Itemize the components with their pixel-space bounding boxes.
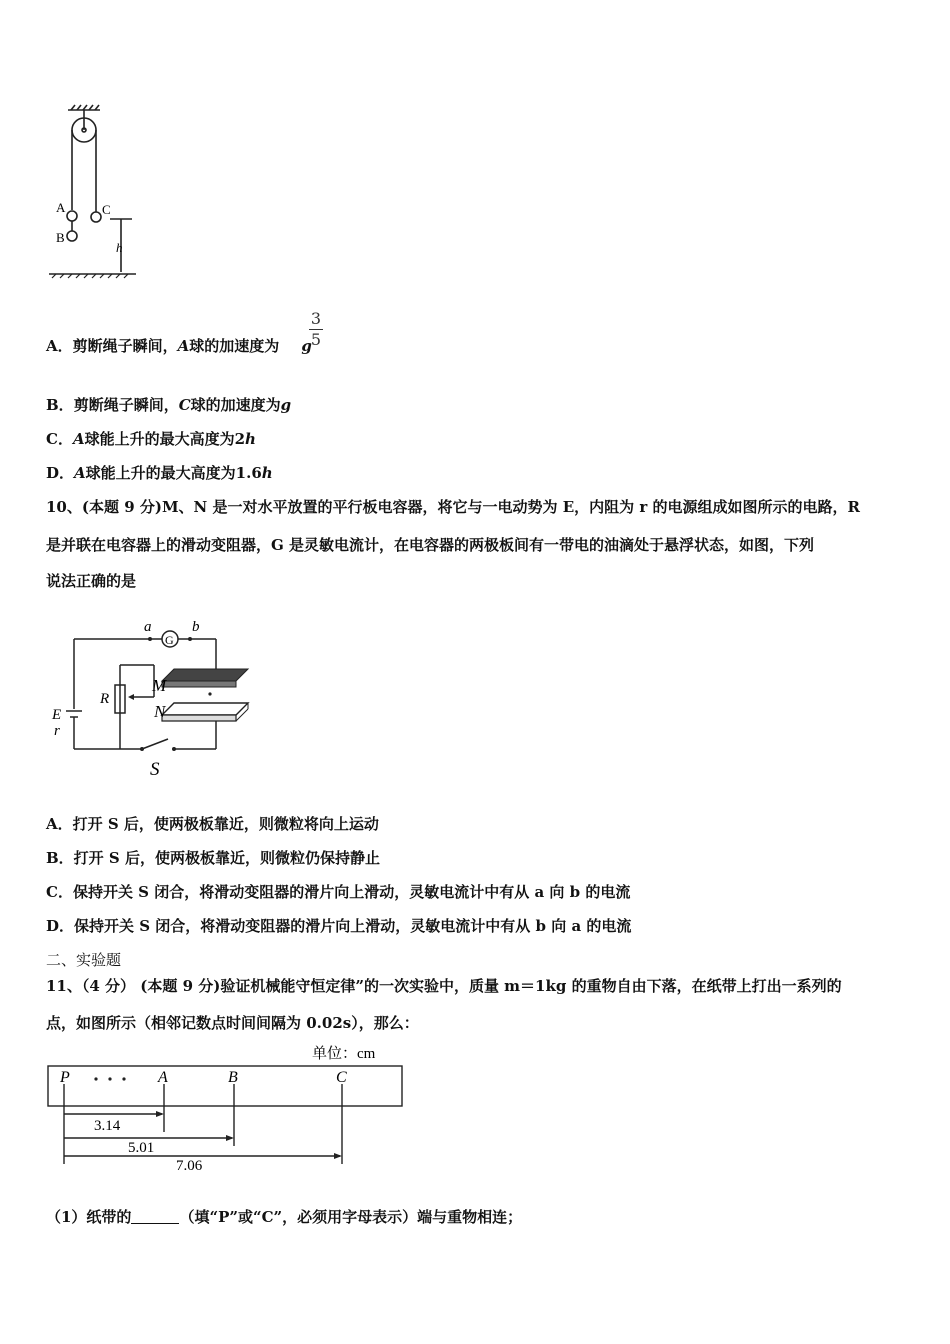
label-h: h (116, 240, 123, 255)
tape-point-A: A (158, 1069, 168, 1086)
circuit-label-R: R (100, 691, 110, 707)
tape-distance-B: 5.01 (128, 1140, 155, 1156)
tape-unit: 单位：cm (312, 1046, 376, 1062)
q9-option-c: C．A球能上升的最大高度为2h (46, 430, 256, 448)
q11-stem-line-1: 11、（4 分） (本题 9 分)验证机械能守恒定律”的一次实验中，质量 m＝1kg 的重物自由下落，在纸带上打出一系列的 (46, 977, 842, 995)
q10-option-b: B．打开 S 后，使两极板靠近，则微粒仍保持静止 (46, 849, 380, 867)
paper-tape-figure (44, 1042, 414, 1172)
section-title: 二、实验题 (46, 951, 122, 969)
q10-stem-line-2: 是并联在电容器上的滑动变阻器，G 是灵敏电流计，在电容器的两极板间有一带电的油滴处于悬浮状态，如图，下列 (46, 536, 815, 554)
q9-option-a: A．剪断绳子瞬间，A球的加速度为 g (46, 337, 312, 355)
q9-option-d: D．A球能上升的最大高度为1.6h (46, 464, 273, 482)
circuit-label-b: b (192, 619, 200, 635)
q10-option-c: C．保持开关 S 闭合，将滑动变阻器的滑片向上滑动，灵敏电流计中有从 a 向 b 的电流 (46, 883, 631, 901)
tape-point-C: C (336, 1069, 347, 1086)
pulley-figure (44, 100, 144, 280)
q10-option-a: A．打开 S 后，使两极板靠近，则微粒将向上运动 (46, 815, 379, 833)
circuit-label-M: M (152, 676, 167, 695)
circuit-label-a: a (144, 619, 152, 635)
label-A: A (56, 200, 66, 215)
q10-option-d: D．保持开关 S 闭合，将滑动变阻器的滑片向上滑动，灵敏电流计中有从 b 向 a 的电流 (46, 917, 632, 935)
q9-option-b: B．剪断绳子瞬间，C球的加速度为g (46, 396, 292, 414)
circuit-label-E: E (52, 707, 62, 723)
fraction-three-fifths: 3 5 (310, 309, 322, 349)
label-B: B (56, 230, 65, 245)
answer-blank[interactable] (131, 1209, 179, 1224)
label-C: C (102, 202, 111, 217)
circuit-label-S: S (150, 759, 160, 780)
q10-stem-line-3: 说法正确的是 (46, 572, 137, 590)
q11-stem-line-2: 点，如图所示（相邻记数点时间间隔为 0.02s），那么： (46, 1014, 419, 1032)
q11-subquestion-1: （1）纸带的 （填“P”或“C”，必须用字母表示）端与重物相连； (46, 1208, 523, 1226)
circuit-label-r: r (54, 723, 60, 739)
tape-distance-C: 7.06 (176, 1158, 203, 1172)
tape-point-P: P (60, 1069, 70, 1086)
circuit-label-N: N (154, 702, 166, 721)
circuit-figure (44, 617, 264, 782)
tape-point-B: B (228, 1069, 238, 1086)
tape-distance-A: 3.14 (94, 1118, 121, 1134)
circuit-label-G: G (165, 633, 174, 647)
q10-stem-line-1: 10、(本题 9 分)M、N 是一对水平放置的平行板电容器，将它与一电动势为 E，内阻为 r 的电源组成如图所示的电路，R (46, 498, 860, 516)
